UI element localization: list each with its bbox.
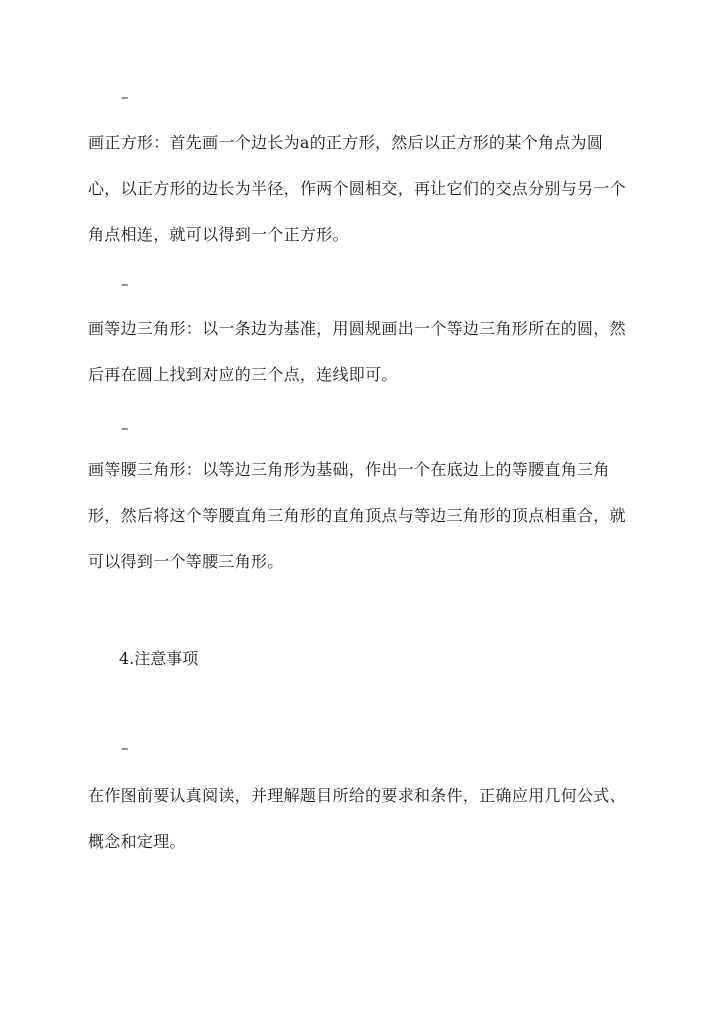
paragraph-draw-isosceles-triangle: 画等腰三角形：以等边三角形为基础，作出一个在底边上的等腰直角三角形，然后将这个等腰直角三角形的直角顶点与等边三角形的顶点相重合，就可以得到一个等腰三角形。 [88,460,626,571]
bullet-dash: – [121,275,129,293]
paragraph-draw-equilateral-triangle: 画等边三角形：以一条边为基准，用圆规画出一个等边三角形所在的圆，然后再在圆上找到对应的三个点，连线即可。 [88,319,626,384]
bullet-dash: – [121,739,129,757]
paragraph-draw-square: 画正方形：首先画一个边长为a的正方形，然后以正方形的某个角点为圆心，以正方形的边长为半径，作两个圆相交，再让它们的交点分别与另一个角点相连，就可以得到一个正方形。 [88,133,626,244]
section-heading: 4.注意事项 [119,649,199,668]
paragraph-notes: 在作图前要认真阅读，并理解题目所给的要求和条件，正确应用几何公式、概念和定理。 [88,786,626,851]
bullet-dash: – [121,88,129,106]
bullet-dash: – [121,419,129,437]
